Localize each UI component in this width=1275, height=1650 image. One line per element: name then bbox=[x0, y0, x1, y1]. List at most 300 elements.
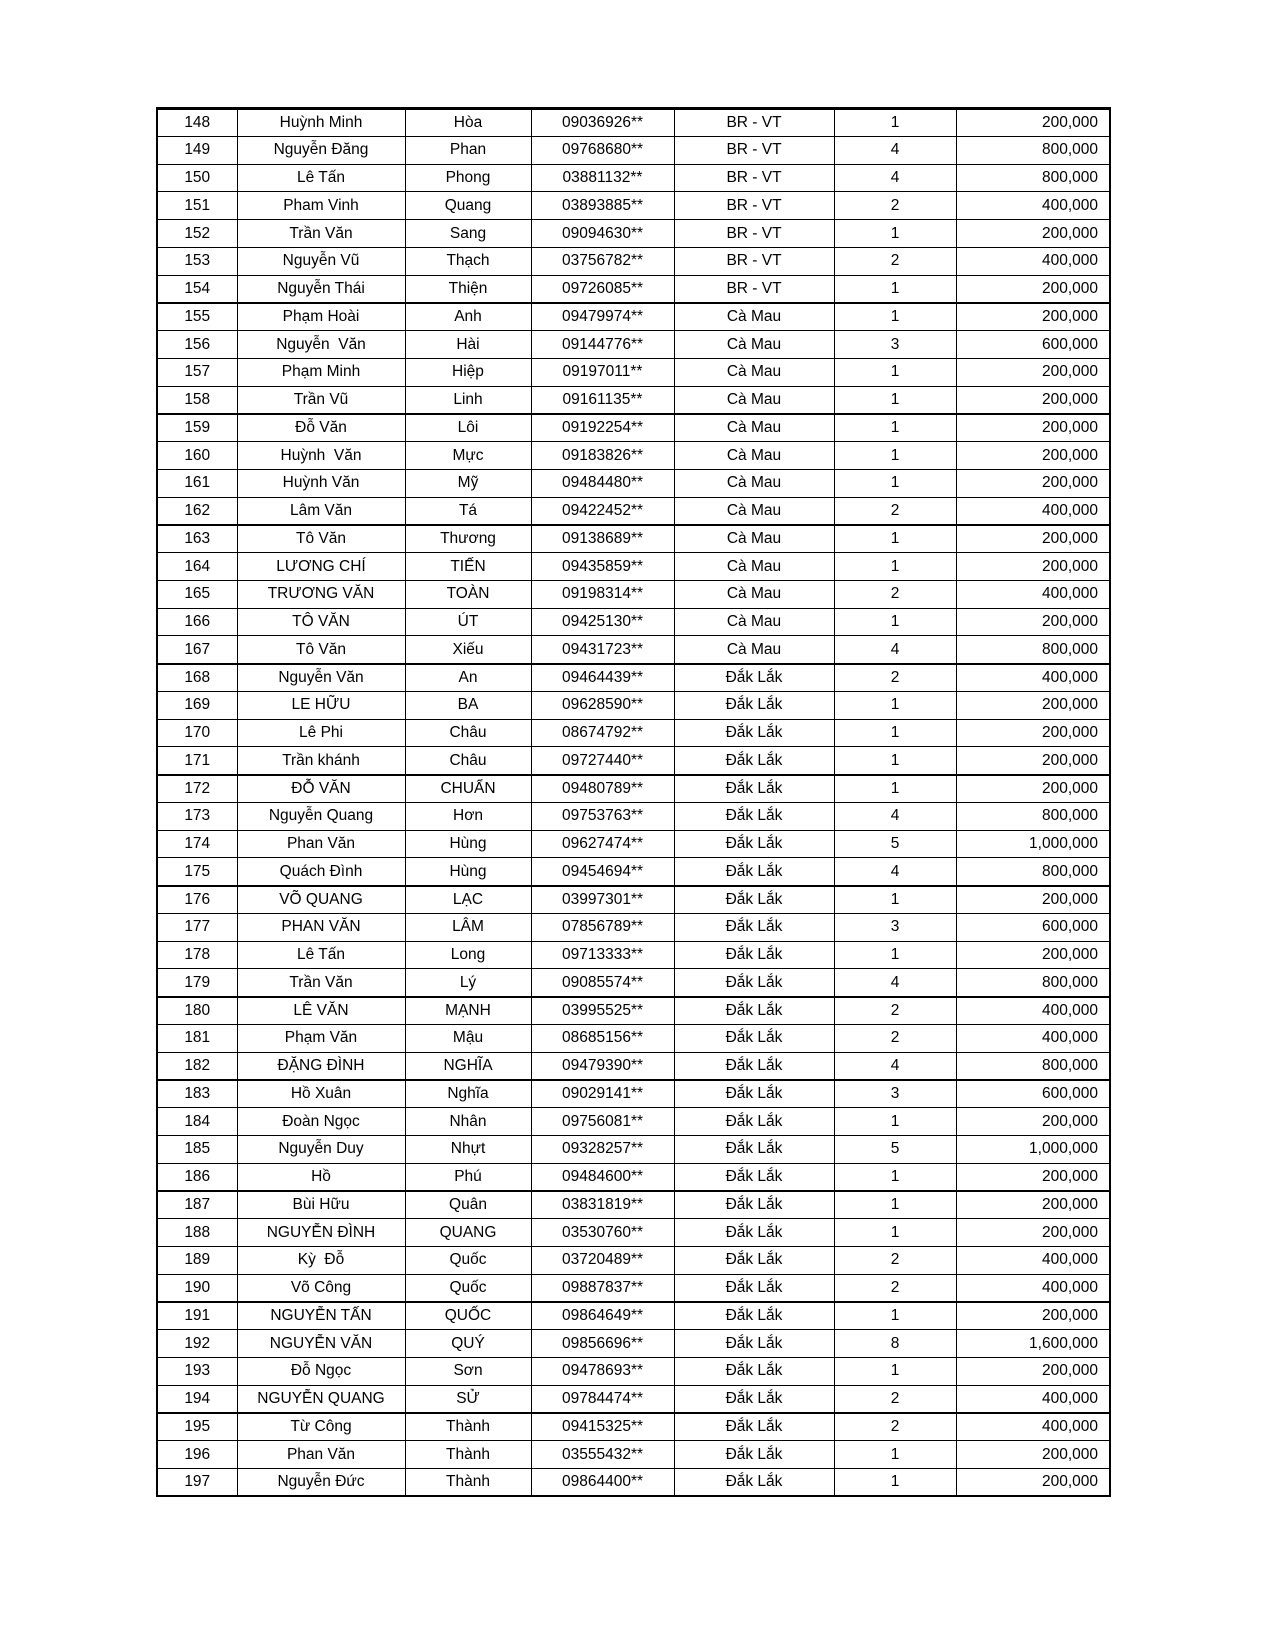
table-row bbox=[157, 1413, 1110, 1441]
amount-cell: 800,000 bbox=[956, 136, 1110, 164]
surname-cell: Pham Vinh bbox=[237, 192, 405, 220]
quantity-cell: 2 bbox=[834, 1024, 956, 1052]
given-name-cell: Mực bbox=[405, 442, 531, 470]
amount-cell: 1,600,000 bbox=[956, 1330, 1110, 1358]
province-cell: BR - VT bbox=[674, 275, 834, 303]
amount-cell: 400,000 bbox=[956, 1274, 1110, 1302]
given-name-cell: Quốc bbox=[405, 1274, 531, 1302]
row-number-cell: 187 bbox=[157, 1191, 237, 1219]
province-cell: Đắk Lắk bbox=[674, 1385, 834, 1413]
row-number-cell: 181 bbox=[157, 1024, 237, 1052]
given-name-cell: Xiếu bbox=[405, 636, 531, 664]
phone-cell: 09753763** bbox=[531, 802, 674, 830]
row-number-cell: 183 bbox=[157, 1080, 237, 1108]
province-cell: BR - VT bbox=[674, 164, 834, 192]
province-cell: Đắk Lắk bbox=[674, 1024, 834, 1052]
quantity-cell: 1 bbox=[834, 303, 956, 331]
province-cell: Đắk Lắk bbox=[674, 1468, 834, 1496]
quantity-cell: 1 bbox=[834, 608, 956, 636]
amount-cell: 600,000 bbox=[956, 913, 1110, 941]
amount-cell: 400,000 bbox=[956, 497, 1110, 525]
row-number-cell: 186 bbox=[157, 1163, 237, 1191]
surname-cell: LƯƠNG CHÍ bbox=[237, 553, 405, 581]
phone-cell: 09479974** bbox=[531, 303, 674, 331]
row-number-cell: 162 bbox=[157, 497, 237, 525]
surname-cell: Đỗ Ngọc bbox=[237, 1357, 405, 1385]
given-name-cell: Linh bbox=[405, 386, 531, 414]
phone-cell: 09464439** bbox=[531, 664, 674, 692]
phone-cell: 09192254** bbox=[531, 414, 674, 442]
quantity-cell: 3 bbox=[834, 1080, 956, 1108]
province-cell: Đắk Lắk bbox=[674, 1330, 834, 1358]
surname-cell: Trần Vũ bbox=[237, 386, 405, 414]
row-number-cell: 149 bbox=[157, 136, 237, 164]
surname-cell: Nguyễn Văn bbox=[237, 664, 405, 692]
table-row bbox=[157, 664, 1110, 692]
amount-cell: 200,000 bbox=[956, 691, 1110, 719]
province-cell: Cà Mau bbox=[674, 386, 834, 414]
quantity-cell: 1 bbox=[834, 886, 956, 914]
phone-cell: 09864649** bbox=[531, 1302, 674, 1330]
quantity-cell: 1 bbox=[834, 747, 956, 775]
phone-cell: 09435859** bbox=[531, 553, 674, 581]
quantity-cell: 1 bbox=[834, 109, 956, 137]
table-row bbox=[157, 109, 1110, 137]
surname-cell: ĐỖ VĂN bbox=[237, 775, 405, 803]
table-row bbox=[157, 858, 1110, 886]
given-name-cell: Phú bbox=[405, 1163, 531, 1191]
given-name-cell: BA bbox=[405, 691, 531, 719]
quantity-cell: 4 bbox=[834, 802, 956, 830]
province-cell: Đắk Lắk bbox=[674, 747, 834, 775]
row-number-cell: 179 bbox=[157, 969, 237, 997]
table-row bbox=[157, 192, 1110, 220]
given-name-cell: Anh bbox=[405, 303, 531, 331]
surname-cell: Lâm Văn bbox=[237, 497, 405, 525]
surname-cell: Từ Công bbox=[237, 1413, 405, 1441]
phone-cell: 09864400** bbox=[531, 1468, 674, 1496]
quantity-cell: 4 bbox=[834, 858, 956, 886]
amount-cell: 600,000 bbox=[956, 1080, 1110, 1108]
surname-cell: ĐẶNG ĐÌNH bbox=[237, 1052, 405, 1080]
given-name-cell: Long bbox=[405, 941, 531, 969]
row-number-cell: 152 bbox=[157, 220, 237, 248]
given-name-cell: Hùng bbox=[405, 858, 531, 886]
province-cell: Cà Mau bbox=[674, 636, 834, 664]
amount-cell: 200,000 bbox=[956, 747, 1110, 775]
amount-cell: 200,000 bbox=[956, 719, 1110, 747]
amount-cell: 200,000 bbox=[956, 886, 1110, 914]
quantity-cell: 4 bbox=[834, 636, 956, 664]
table-row bbox=[157, 608, 1110, 636]
table-row bbox=[157, 247, 1110, 275]
quantity-cell: 2 bbox=[834, 1274, 956, 1302]
province-cell: Đắk Lắk bbox=[674, 1441, 834, 1469]
row-number-cell: 175 bbox=[157, 858, 237, 886]
table-row bbox=[157, 275, 1110, 303]
surname-cell: LÊ VĂN bbox=[237, 997, 405, 1025]
quantity-cell: 2 bbox=[834, 1246, 956, 1274]
row-number-cell: 169 bbox=[157, 691, 237, 719]
table-row bbox=[157, 691, 1110, 719]
given-name-cell: QUANG bbox=[405, 1219, 531, 1247]
given-name-cell: Hài bbox=[405, 331, 531, 359]
given-name-cell: Phong bbox=[405, 164, 531, 192]
surname-cell: PHAN VĂN bbox=[237, 913, 405, 941]
amount-cell: 200,000 bbox=[956, 1219, 1110, 1247]
table-row bbox=[157, 913, 1110, 941]
row-number-cell: 159 bbox=[157, 414, 237, 442]
province-cell: Đắk Lắk bbox=[674, 1191, 834, 1219]
phone-cell: 09713333** bbox=[531, 941, 674, 969]
given-name-cell: Quân bbox=[405, 1191, 531, 1219]
amount-cell: 800,000 bbox=[956, 1052, 1110, 1080]
quantity-cell: 3 bbox=[834, 331, 956, 359]
given-name-cell: LẠC bbox=[405, 886, 531, 914]
table-row bbox=[157, 1468, 1110, 1496]
amount-cell: 800,000 bbox=[956, 969, 1110, 997]
province-cell: Cà Mau bbox=[674, 414, 834, 442]
row-number-cell: 153 bbox=[157, 247, 237, 275]
amount-cell: 200,000 bbox=[956, 525, 1110, 553]
surname-cell: Nguyễn Đức bbox=[237, 1468, 405, 1496]
surname-cell: Lê Tấn bbox=[237, 164, 405, 192]
given-name-cell: Hùng bbox=[405, 830, 531, 858]
row-number-cell: 156 bbox=[157, 331, 237, 359]
phone-cell: 09627474** bbox=[531, 830, 674, 858]
surname-cell: Nguyễn Quang bbox=[237, 802, 405, 830]
amount-cell: 200,000 bbox=[956, 1163, 1110, 1191]
phone-cell: 09484600** bbox=[531, 1163, 674, 1191]
row-number-cell: 157 bbox=[157, 358, 237, 386]
phone-cell: 09197011** bbox=[531, 358, 674, 386]
table-row bbox=[157, 1135, 1110, 1163]
given-name-cell: Nhân bbox=[405, 1108, 531, 1136]
province-cell: Cà Mau bbox=[674, 469, 834, 497]
table-row bbox=[157, 941, 1110, 969]
row-number-cell: 151 bbox=[157, 192, 237, 220]
phone-cell: 09198314** bbox=[531, 580, 674, 608]
quantity-cell: 1 bbox=[834, 1191, 956, 1219]
table-row bbox=[157, 1191, 1110, 1219]
given-name-cell: Lý bbox=[405, 969, 531, 997]
row-number-cell: 174 bbox=[157, 830, 237, 858]
province-cell: Đắk Lắk bbox=[674, 886, 834, 914]
province-cell: Đắk Lắk bbox=[674, 1246, 834, 1274]
phone-cell: 09768680** bbox=[531, 136, 674, 164]
row-number-cell: 180 bbox=[157, 997, 237, 1025]
amount-cell: 200,000 bbox=[956, 941, 1110, 969]
quantity-cell: 4 bbox=[834, 164, 956, 192]
amount-cell: 200,000 bbox=[956, 1302, 1110, 1330]
given-name-cell: Quang bbox=[405, 192, 531, 220]
surname-cell: Phạm Hoài bbox=[237, 303, 405, 331]
province-cell: Cà Mau bbox=[674, 331, 834, 359]
row-number-cell: 154 bbox=[157, 275, 237, 303]
province-cell: Đắk Lắk bbox=[674, 1163, 834, 1191]
phone-cell: 09478693** bbox=[531, 1357, 674, 1385]
row-number-cell: 167 bbox=[157, 636, 237, 664]
table-row bbox=[157, 1052, 1110, 1080]
province-cell: Cà Mau bbox=[674, 580, 834, 608]
surname-cell: Trần khánh bbox=[237, 747, 405, 775]
table-row bbox=[157, 1385, 1110, 1413]
province-cell: Cà Mau bbox=[674, 303, 834, 331]
table-row bbox=[157, 886, 1110, 914]
province-cell: Đắk Lắk bbox=[674, 691, 834, 719]
table-row bbox=[157, 331, 1110, 359]
quantity-cell: 1 bbox=[834, 358, 956, 386]
amount-cell: 200,000 bbox=[956, 1108, 1110, 1136]
row-number-cell: 166 bbox=[157, 608, 237, 636]
given-name-cell: Thiện bbox=[405, 275, 531, 303]
province-cell: Đắk Lắk bbox=[674, 1135, 834, 1163]
row-number-cell: 176 bbox=[157, 886, 237, 914]
row-number-cell: 173 bbox=[157, 802, 237, 830]
phone-cell: 09328257** bbox=[531, 1135, 674, 1163]
quantity-cell: 2 bbox=[834, 497, 956, 525]
province-cell: Đắk Lắk bbox=[674, 802, 834, 830]
phone-cell: 03881132** bbox=[531, 164, 674, 192]
given-name-cell: QUỐC bbox=[405, 1302, 531, 1330]
row-number-cell: 168 bbox=[157, 664, 237, 692]
quantity-cell: 1 bbox=[834, 469, 956, 497]
amount-cell: 200,000 bbox=[956, 1468, 1110, 1496]
amount-cell: 800,000 bbox=[956, 858, 1110, 886]
province-cell: Đắk Lắk bbox=[674, 1413, 834, 1441]
amount-cell: 400,000 bbox=[956, 580, 1110, 608]
donation-table bbox=[156, 107, 1111, 1497]
table-row bbox=[157, 636, 1110, 664]
quantity-cell: 1 bbox=[834, 1219, 956, 1247]
given-name-cell: An bbox=[405, 664, 531, 692]
quantity-cell: 1 bbox=[834, 220, 956, 248]
phone-cell: 09085574** bbox=[531, 969, 674, 997]
phone-cell: 09036926** bbox=[531, 109, 674, 137]
row-number-cell: 190 bbox=[157, 1274, 237, 1302]
surname-cell: Phạm Văn bbox=[237, 1024, 405, 1052]
amount-cell: 600,000 bbox=[956, 331, 1110, 359]
surname-cell: Phan Văn bbox=[237, 830, 405, 858]
phone-cell: 08674792** bbox=[531, 719, 674, 747]
given-name-cell: Hơn bbox=[405, 802, 531, 830]
table-row bbox=[157, 1357, 1110, 1385]
quantity-cell: 1 bbox=[834, 386, 956, 414]
amount-cell: 400,000 bbox=[956, 997, 1110, 1025]
amount-cell: 400,000 bbox=[956, 664, 1110, 692]
surname-cell: Kỳ Đỗ bbox=[237, 1246, 405, 1274]
quantity-cell: 3 bbox=[834, 913, 956, 941]
phone-cell: 09784474** bbox=[531, 1385, 674, 1413]
row-number-cell: 150 bbox=[157, 164, 237, 192]
phone-cell: 09144776** bbox=[531, 331, 674, 359]
quantity-cell: 1 bbox=[834, 1108, 956, 1136]
row-number-cell: 189 bbox=[157, 1246, 237, 1274]
quantity-cell: 4 bbox=[834, 1052, 956, 1080]
phone-cell: 03756782** bbox=[531, 247, 674, 275]
given-name-cell: Thành bbox=[405, 1468, 531, 1496]
amount-cell: 200,000 bbox=[956, 608, 1110, 636]
amount-cell: 200,000 bbox=[956, 275, 1110, 303]
phone-cell: 09480789** bbox=[531, 775, 674, 803]
quantity-cell: 1 bbox=[834, 525, 956, 553]
given-name-cell: Châu bbox=[405, 719, 531, 747]
quantity-cell: 1 bbox=[834, 1357, 956, 1385]
row-number-cell: 196 bbox=[157, 1441, 237, 1469]
given-name-cell: Thạch bbox=[405, 247, 531, 275]
table-row bbox=[157, 1246, 1110, 1274]
quantity-cell: 2 bbox=[834, 1413, 956, 1441]
surname-cell: Trần Văn bbox=[237, 220, 405, 248]
province-cell: BR - VT bbox=[674, 220, 834, 248]
given-name-cell: SỬ bbox=[405, 1385, 531, 1413]
phone-cell: 09425130** bbox=[531, 608, 674, 636]
surname-cell: Tô Văn bbox=[237, 636, 405, 664]
table-row bbox=[157, 969, 1110, 997]
given-name-cell: TIẾN bbox=[405, 553, 531, 581]
table-row bbox=[157, 414, 1110, 442]
surname-cell: Huỳnh Văn bbox=[237, 469, 405, 497]
province-cell: Đắk Lắk bbox=[674, 1052, 834, 1080]
amount-cell: 200,000 bbox=[956, 553, 1110, 581]
table-row bbox=[157, 1330, 1110, 1358]
row-number-cell: 193 bbox=[157, 1357, 237, 1385]
surname-cell: Hồ Xuân bbox=[237, 1080, 405, 1108]
amount-cell: 400,000 bbox=[956, 1024, 1110, 1052]
quantity-cell: 2 bbox=[834, 1385, 956, 1413]
amount-cell: 200,000 bbox=[956, 469, 1110, 497]
phone-cell: 09887837** bbox=[531, 1274, 674, 1302]
surname-cell: Lê Phi bbox=[237, 719, 405, 747]
given-name-cell: Mỹ bbox=[405, 469, 531, 497]
table-row bbox=[157, 1441, 1110, 1469]
table-row bbox=[157, 747, 1110, 775]
province-cell: Đắk Lắk bbox=[674, 1274, 834, 1302]
phone-cell: 09856696** bbox=[531, 1330, 674, 1358]
row-number-cell: 185 bbox=[157, 1135, 237, 1163]
surname-cell: Nguyễn Thái bbox=[237, 275, 405, 303]
donation-table-body bbox=[157, 109, 1110, 1497]
phone-cell: 03555432** bbox=[531, 1441, 674, 1469]
surname-cell: Võ Công bbox=[237, 1274, 405, 1302]
phone-cell: 09431723** bbox=[531, 636, 674, 664]
given-name-cell: Nhựt bbox=[405, 1135, 531, 1163]
table-row bbox=[157, 553, 1110, 581]
row-number-cell: 158 bbox=[157, 386, 237, 414]
quantity-cell: 2 bbox=[834, 247, 956, 275]
phone-cell: 03720489** bbox=[531, 1246, 674, 1274]
row-number-cell: 177 bbox=[157, 913, 237, 941]
row-number-cell: 148 bbox=[157, 109, 237, 137]
amount-cell: 1,000,000 bbox=[956, 830, 1110, 858]
quantity-cell: 8 bbox=[834, 1330, 956, 1358]
amount-cell: 200,000 bbox=[956, 1441, 1110, 1469]
province-cell: BR - VT bbox=[674, 109, 834, 137]
table-row bbox=[157, 1080, 1110, 1108]
amount-cell: 200,000 bbox=[956, 386, 1110, 414]
surname-cell: Nguyễn Văn bbox=[237, 331, 405, 359]
province-cell: BR - VT bbox=[674, 247, 834, 275]
table-row bbox=[157, 497, 1110, 525]
amount-cell: 400,000 bbox=[956, 1413, 1110, 1441]
amount-cell: 1,000,000 bbox=[956, 1135, 1110, 1163]
surname-cell: Nguyễn Đăng bbox=[237, 136, 405, 164]
row-number-cell: 172 bbox=[157, 775, 237, 803]
table-row bbox=[157, 1024, 1110, 1052]
given-name-cell: Châu bbox=[405, 747, 531, 775]
phone-cell: 09484480** bbox=[531, 469, 674, 497]
phone-cell: 09415325** bbox=[531, 1413, 674, 1441]
phone-cell: 08685156** bbox=[531, 1024, 674, 1052]
table-row bbox=[157, 525, 1110, 553]
surname-cell: NGUYỄN ĐÌNH bbox=[237, 1219, 405, 1247]
row-number-cell: 163 bbox=[157, 525, 237, 553]
province-cell: Đắk Lắk bbox=[674, 941, 834, 969]
table-row bbox=[157, 1219, 1110, 1247]
quantity-cell: 1 bbox=[834, 941, 956, 969]
quantity-cell: 4 bbox=[834, 969, 956, 997]
phone-cell: 03893885** bbox=[531, 192, 674, 220]
phone-cell: 09029141** bbox=[531, 1080, 674, 1108]
table-row bbox=[157, 303, 1110, 331]
given-name-cell: Phan bbox=[405, 136, 531, 164]
surname-cell: Huỳnh Minh bbox=[237, 109, 405, 137]
table-row bbox=[157, 358, 1110, 386]
row-number-cell: 194 bbox=[157, 1385, 237, 1413]
quantity-cell: 5 bbox=[834, 830, 956, 858]
row-number-cell: 197 bbox=[157, 1468, 237, 1496]
row-number-cell: 182 bbox=[157, 1052, 237, 1080]
quantity-cell: 1 bbox=[834, 1163, 956, 1191]
row-number-cell: 195 bbox=[157, 1413, 237, 1441]
amount-cell: 200,000 bbox=[956, 303, 1110, 331]
row-number-cell: 191 bbox=[157, 1302, 237, 1330]
table-row bbox=[157, 719, 1110, 747]
phone-cell: 03831819** bbox=[531, 1191, 674, 1219]
table-row bbox=[157, 1163, 1110, 1191]
table-row bbox=[157, 469, 1110, 497]
given-name-cell: TOÀN bbox=[405, 580, 531, 608]
province-cell: Cà Mau bbox=[674, 553, 834, 581]
surname-cell: Phạm Minh bbox=[237, 358, 405, 386]
given-name-cell: Mậu bbox=[405, 1024, 531, 1052]
row-number-cell: 171 bbox=[157, 747, 237, 775]
given-name-cell: QUÝ bbox=[405, 1330, 531, 1358]
amount-cell: 200,000 bbox=[956, 775, 1110, 803]
surname-cell: TRƯƠNG VĂN bbox=[237, 580, 405, 608]
table-row bbox=[157, 136, 1110, 164]
given-name-cell: CHUẨN bbox=[405, 775, 531, 803]
province-cell: Đắk Lắk bbox=[674, 913, 834, 941]
phone-cell: 03995525** bbox=[531, 997, 674, 1025]
given-name-cell: Nghĩa bbox=[405, 1080, 531, 1108]
province-cell: Đắk Lắk bbox=[674, 969, 834, 997]
surname-cell: Đỗ Văn bbox=[237, 414, 405, 442]
amount-cell: 200,000 bbox=[956, 1191, 1110, 1219]
phone-cell: 09756081** bbox=[531, 1108, 674, 1136]
phone-cell: 09726085** bbox=[531, 275, 674, 303]
province-cell: Cà Mau bbox=[674, 608, 834, 636]
amount-cell: 800,000 bbox=[956, 164, 1110, 192]
row-number-cell: 160 bbox=[157, 442, 237, 470]
quantity-cell: 1 bbox=[834, 553, 956, 581]
table-row bbox=[157, 1274, 1110, 1302]
surname-cell: Hồ bbox=[237, 1163, 405, 1191]
phone-cell: 09479390** bbox=[531, 1052, 674, 1080]
province-cell: Đắk Lắk bbox=[674, 858, 834, 886]
table-row bbox=[157, 386, 1110, 414]
amount-cell: 400,000 bbox=[956, 192, 1110, 220]
